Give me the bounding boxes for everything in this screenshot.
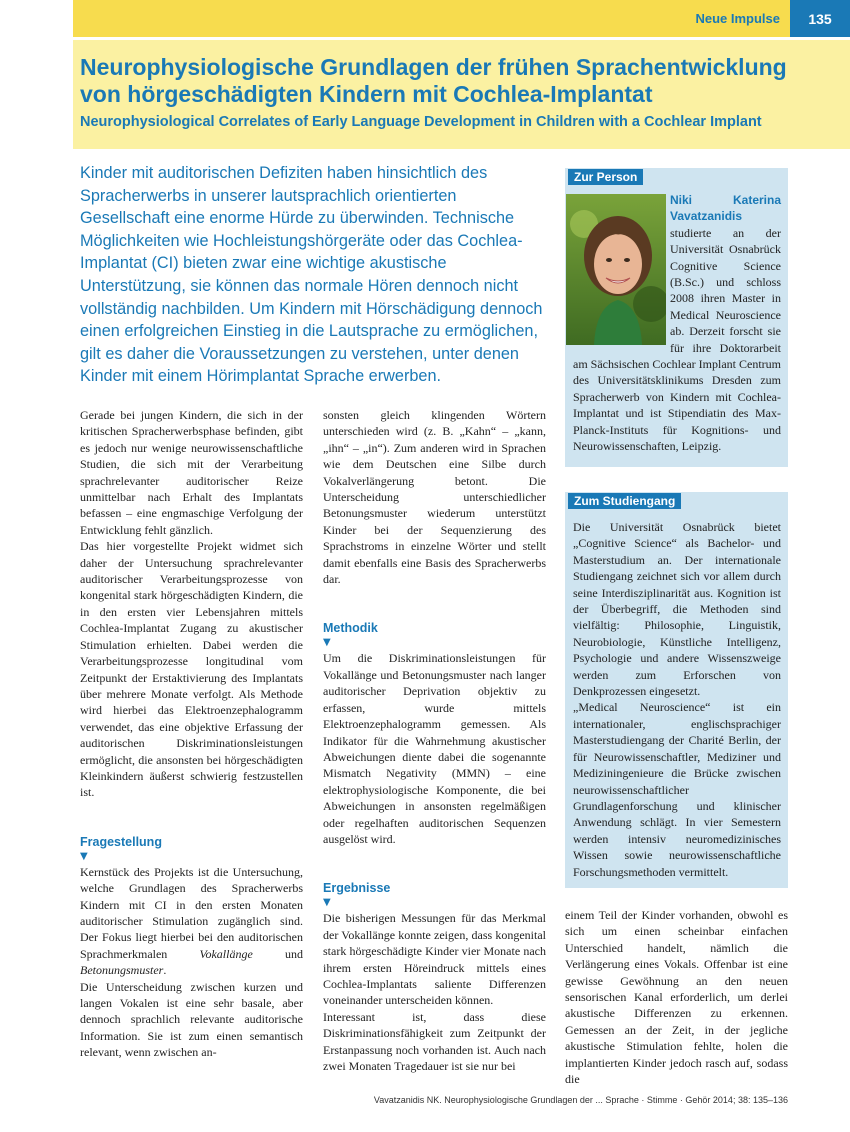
- person-bio: Niki Katerina Vavatzanidis studierte an der Universität Osnabrück Cognitive Science (B.Sc.) und schloss 2008 ihren Master in Medical Neuroscience ab. Derzeit forscht sie für ihre Doktorarbeit am Sächsischen Cochlear Implant Centrum des Universitätsklinikums Dresden zum Spracherwerb von Kindern mit Cochlea-Implantat und ist Stipendiatin des Max-Planck-Instituts für Kognitions- und Neurowissenschaften, Leipzig.: [573, 193, 781, 454]
- triangle-icon: ▼: [323, 897, 331, 909]
- column-3: [565, 907, 788, 1087]
- triangle-icon: ▼: [80, 850, 88, 862]
- person-name: Niki Katerina Vavatzanidis: [670, 193, 781, 224]
- paragraph: Interessant ist, dass diese Diskriminationsfähigkeit zum Zeitpunkt der Erstanpassung noch vorhanden ist. Auch nach zwei Monaten Tragedauer ist sie nur bei: [323, 1009, 546, 1073]
- paragraph: Das hier vorgestellte Projekt widmet sich daher der Untersuchung sprachrelevanter auditorischer Verarbeitungsprozesse von kongenital stark hörgeschädigten Kindern, die in den ersten vier Lebensjahren mittels Cochlea-Implantat Zugang zu akustischer Stimulation erhielten. Dabei werden die Verarbeitungsprozesse longitudinal vom Zeitpunkt der Erstaktivierung des Implantats über mehrere Monate verfolgt. Als Methode wird hierbei das Elektroenzephalogramm verwendet, das eine objektive Erfassung der auditorischen Diskriminationsleistungen ermöglicht, die ansonsten bei hörgeschädigten Kleinkindern äußerst schwierig festzustellen ist.: [80, 539, 303, 800]
- paragraph: „Medical Neuroscience“ ist ein internationaler, englischsprachiger Masterstudiengang der Charité Berlin, der für Neurowissenschaftler, Mediziner und Mediziningenieure die Brücke zwischen neurowissenschaftlicher Grundlagenforschung und klinischer Anwendung schlägt. In vier Semestern werden intensiv neuromedizinisches Wissen sowie neurowissenschaftliche Forschungsmethoden vermittelt.: [573, 700, 781, 879]
- study-box-label: Zum Studiengang: [568, 493, 681, 509]
- paragraph: Die Unterscheidung zwischen kurzen und langen Vokalen ist eine sehr basale, aber dennoch sprachlich relevante auditorische Information. Sie ist zum einen semantisch relevant, wenn zwischen an-: [80, 979, 303, 1060]
- article-title: Neurophysiologische Grundlagen der frühen Sprachentwicklung von hörgeschädigten Kindern mit Cochlea-Implantat: [80, 54, 787, 107]
- lead-paragraph: [80, 162, 550, 388]
- article-subtitle: Neurophysiological Correlates of Early Language Development in Children with a Cochlear Implant: [80, 114, 762, 130]
- paragraph: Um die Diskriminationsleistungen für Vokallänge und Betonungsmuster nach langer auditorischer Deprivation objektiv zu erfassen, wurde mittels Elektroenzephalogramm gemessen. Als Indikator für die Wahrnehmung akustischer Abweichungen diente dabei die sogenannte Mismatch Negativity (MMN) – eine elektrophysiologische Komponente, die bei Abweichungen in ansonsten regelmäßigen oder regelhaften auditorischen Sequenzen ausgelöst wird.: [323, 651, 546, 846]
- column-1: [80, 407, 303, 1061]
- paragraph: Die bisherigen Messungen für das Merkmal der Vokallänge konnte zeigen, dass kongenital stark hörgeschädigte Kinder vier Monate nach ihrem ersten Höreindruck mittels eines Cochlea-Implantats saliente Differenzen voneinander unterscheiden können.: [323, 911, 546, 1008]
- heading-methodik: Methodik: [323, 621, 378, 636]
- page-number: 135: [790, 0, 850, 37]
- heading-ergebnisse: Ergebnisse: [323, 881, 391, 896]
- triangle-icon: ▼: [323, 637, 331, 649]
- paragraph: Gerade bei jungen Kindern, die sich in der kritischen Spracherwerbsphase befinden, gibt es jedoch nur wenige neurowissenschaftliche Studien, die sich mit der Verarbeitung sprachrelevanter auditorischer Reize unmittelbar nach Erhalt des Implantats befassen – eine engmaschige Verfolgung der Entwicklung fehlt gänzlich.: [80, 408, 303, 537]
- person-box-label: Zur Person: [568, 169, 643, 185]
- footer-citation: Vavatzanidis NK. Neurophysiologische Grundlagen der ... Sprache · Stimme · Gehör 2014; 38: 135–136: [373, 1095, 788, 1105]
- paragraph: sonsten gleich klingenden Wörtern unterschieden wird (z. B. „Kahn“ – „kann, „ihn“ – „in“). Zum anderen wird in Sprachen wie dem Deutschen eine Silbe durch Vokalverlängerung betont. Die Unterscheidung unterschiedlicher Betonungsmuster wiederum unterstützt Kinder bei der Sequenzierung des Sprachstroms in einzelne Wörter und stellt damit ebenfalls eine Basis des Spracherwerbs dar.: [323, 408, 546, 587]
- heading-fragestellung: Fragestellung: [80, 834, 162, 849]
- study-box: [565, 492, 788, 888]
- person-box: [565, 168, 788, 467]
- paragraph: Die Universität Osnabrück bietet „Cognitive Science“ als Bachelor- und Masterstudium an. Der internationale Studiengang zeichnet sich vor allem durch seine Interdisziplinarität aus. Kognition ist der Überbegriff, die Methoden sind vielfältig: Philosophie, Linguistik, Neurobiologie, Künstliche Intelligenz, Psychologie und andere Wissenszweige werden zum Erforschen von Denkprozessen eingesetzt.: [573, 520, 781, 699]
- paragraph: einem Teil der Kinder vorhanden, obwohl es sich um einen scheinbar einfachen Unterschied handelt, nämlich die Verlängerung eines Vokals. Offenbar ist eine gewisse Gewöhnung an den neuen sensorischen Kanal erforderlich, um derlei akustische Differenzen zu erkennen. Gemessen an der Zeit, in der jegliche akustische Stimulation fehlte, holen die implantierten Kinder jedoch rasch auf, sodass die: [565, 908, 788, 1087]
- section-label: Neue Impulse: [695, 11, 780, 26]
- paragraph: Kernstück des Projekts ist die Untersuchung, welche Grundlagen des Spracherwerbs Kindern mit CI in den ersten Monaten auditorischer Stimulation zugänglich sind. Der Fokus liegt hierbei bei den auditorischen Sprachmerkmalen Vokallänge und Betonungsmuster.: [80, 864, 303, 978]
- study-text: [573, 519, 781, 880]
- column-2: [323, 407, 546, 1074]
- lead-text: Kinder mit auditorischen Defiziten haben hinsichtlich des Spracherwerbs in unserer lautsprachlich orientierten Gesellschaft eine enorme Hürde zu überwinden. Technische Möglichkeiten wie Hochleistungshörgeräte oder das Cochlea-Implantat (CI) bieten zwar eine wichtige akustische Unterstützung, sie können das normale Hören dennoch nicht vollständig nachbilden. Um Kindern mit Hörschädigung dennoch einen erfolgreichen Einstieg in die Lautsprache zu ermöglichen, gilt es daher die Voraussetzungen zu verstehen, unter denen Kinder mit einem Hörimplantat Sprache erwerben.: [80, 164, 543, 386]
